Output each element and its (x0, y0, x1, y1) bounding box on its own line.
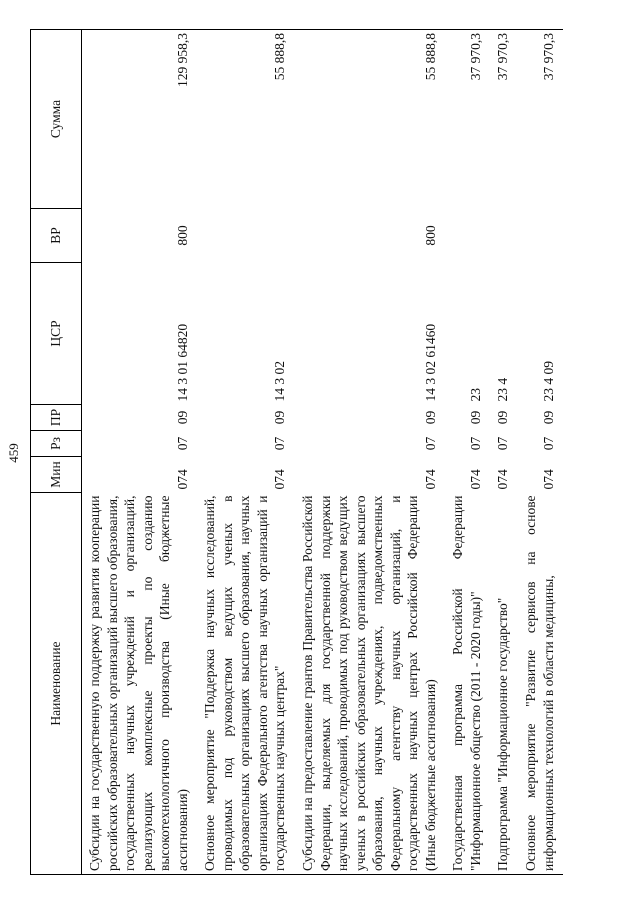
rotated-page-content (30, 30, 610, 875)
header-pr: ПР (31, 405, 82, 431)
row-name: Основное мероприятие "Поддержка научных исследований, проводимых под руководством ведущих ученых в образовательных организациях высшего образования, научных организациях Федерального агентства научных организаций и государственных научных центрах" (197, 493, 295, 875)
row-csr: 23 4 09 (540, 361, 556, 402)
page-number (0, 0, 28, 905)
row-pr: 09 (467, 410, 483, 425)
page-number-text: 459 (6, 442, 21, 463)
row-csr: 14 3 02 (272, 361, 288, 402)
header-sum: Сумма (31, 30, 82, 209)
row-rz: 07 (540, 436, 556, 451)
row-name: Субсидии на предоставление грантов Правительства Российской Федерации, выделяемых для государственной поддержки научных исследований, проводимых под руководством ведущих ученых в российских образовательных организациях высшего образования, научных учреждениях, подведомственных Федеральному агентству научных организаций, и государственных научных центрах Российской Федерации (Иные бюджетные ассигнования) (295, 493, 445, 875)
row-vr: 800 (422, 225, 438, 246)
row-name: Государственная программа Российской Федерации "Информационное общество (2011 - 2020 годы)" (445, 493, 490, 875)
row-rz: 07 (495, 436, 511, 451)
table-row (518, 30, 563, 875)
header-name: Наименование (31, 493, 82, 875)
row-sum: 37 970,3 (518, 30, 563, 209)
table-row (295, 30, 445, 875)
row-csr: 23 4 (495, 377, 511, 402)
row-csr: 14 3 02 61460 (422, 323, 438, 402)
row-min: 074 (467, 469, 483, 490)
budget-table (30, 29, 563, 875)
row-vr (445, 209, 490, 263)
table-row (490, 30, 518, 875)
header-min: Мин (31, 457, 82, 493)
table-row (445, 30, 490, 875)
row-min: 074 (174, 469, 190, 490)
row-rz: 07 (422, 436, 438, 451)
row-min: 074 (540, 469, 556, 490)
row-sum: 129 958,3 (82, 30, 198, 209)
row-vr (197, 209, 295, 263)
row-pr: 09 (272, 410, 288, 425)
row-min: 074 (422, 469, 438, 490)
row-name: Основное мероприятие "Развитие сервисов на основе информационных технологий в области медицины, (518, 493, 563, 875)
table-row (197, 30, 295, 875)
row-vr (518, 209, 563, 263)
row-min: 074 (272, 469, 288, 490)
row-pr: 09 (174, 410, 190, 425)
row-pr: 09 (540, 410, 556, 425)
row-vr (490, 209, 518, 263)
row-csr: 23 (467, 388, 483, 402)
row-name: Подпрограмма "Информационное государство" (490, 493, 518, 875)
row-sum: 55 888,8 (295, 30, 445, 209)
header-vr: ВР (31, 209, 82, 263)
header-csr: ЦСР (31, 263, 82, 405)
row-rz: 07 (174, 436, 190, 451)
row-sum: 55 888,8 (197, 30, 295, 209)
row-rz: 07 (272, 436, 288, 451)
row-name: Субсидии на государственную поддержку развития кооперации российских образовательных организаций высшего образования, государственных научных учреждений и организаций, реализующих комплексные проекты по созданию высокотехнологичного производства (Иные бюджетные ассигнования) (82, 493, 198, 875)
row-sum: 37 970,3 (445, 30, 490, 209)
table-row (82, 30, 198, 875)
row-vr: 800 (174, 225, 190, 246)
row-rz: 07 (467, 436, 483, 451)
table-header-row (31, 30, 82, 875)
row-sum: 37 970,3 (490, 30, 518, 209)
row-min: 074 (495, 469, 511, 490)
row-csr: 14 3 01 64820 (174, 323, 190, 402)
header-rz: Рз (31, 431, 82, 457)
row-pr: 09 (422, 410, 438, 425)
row-pr: 09 (495, 410, 511, 425)
